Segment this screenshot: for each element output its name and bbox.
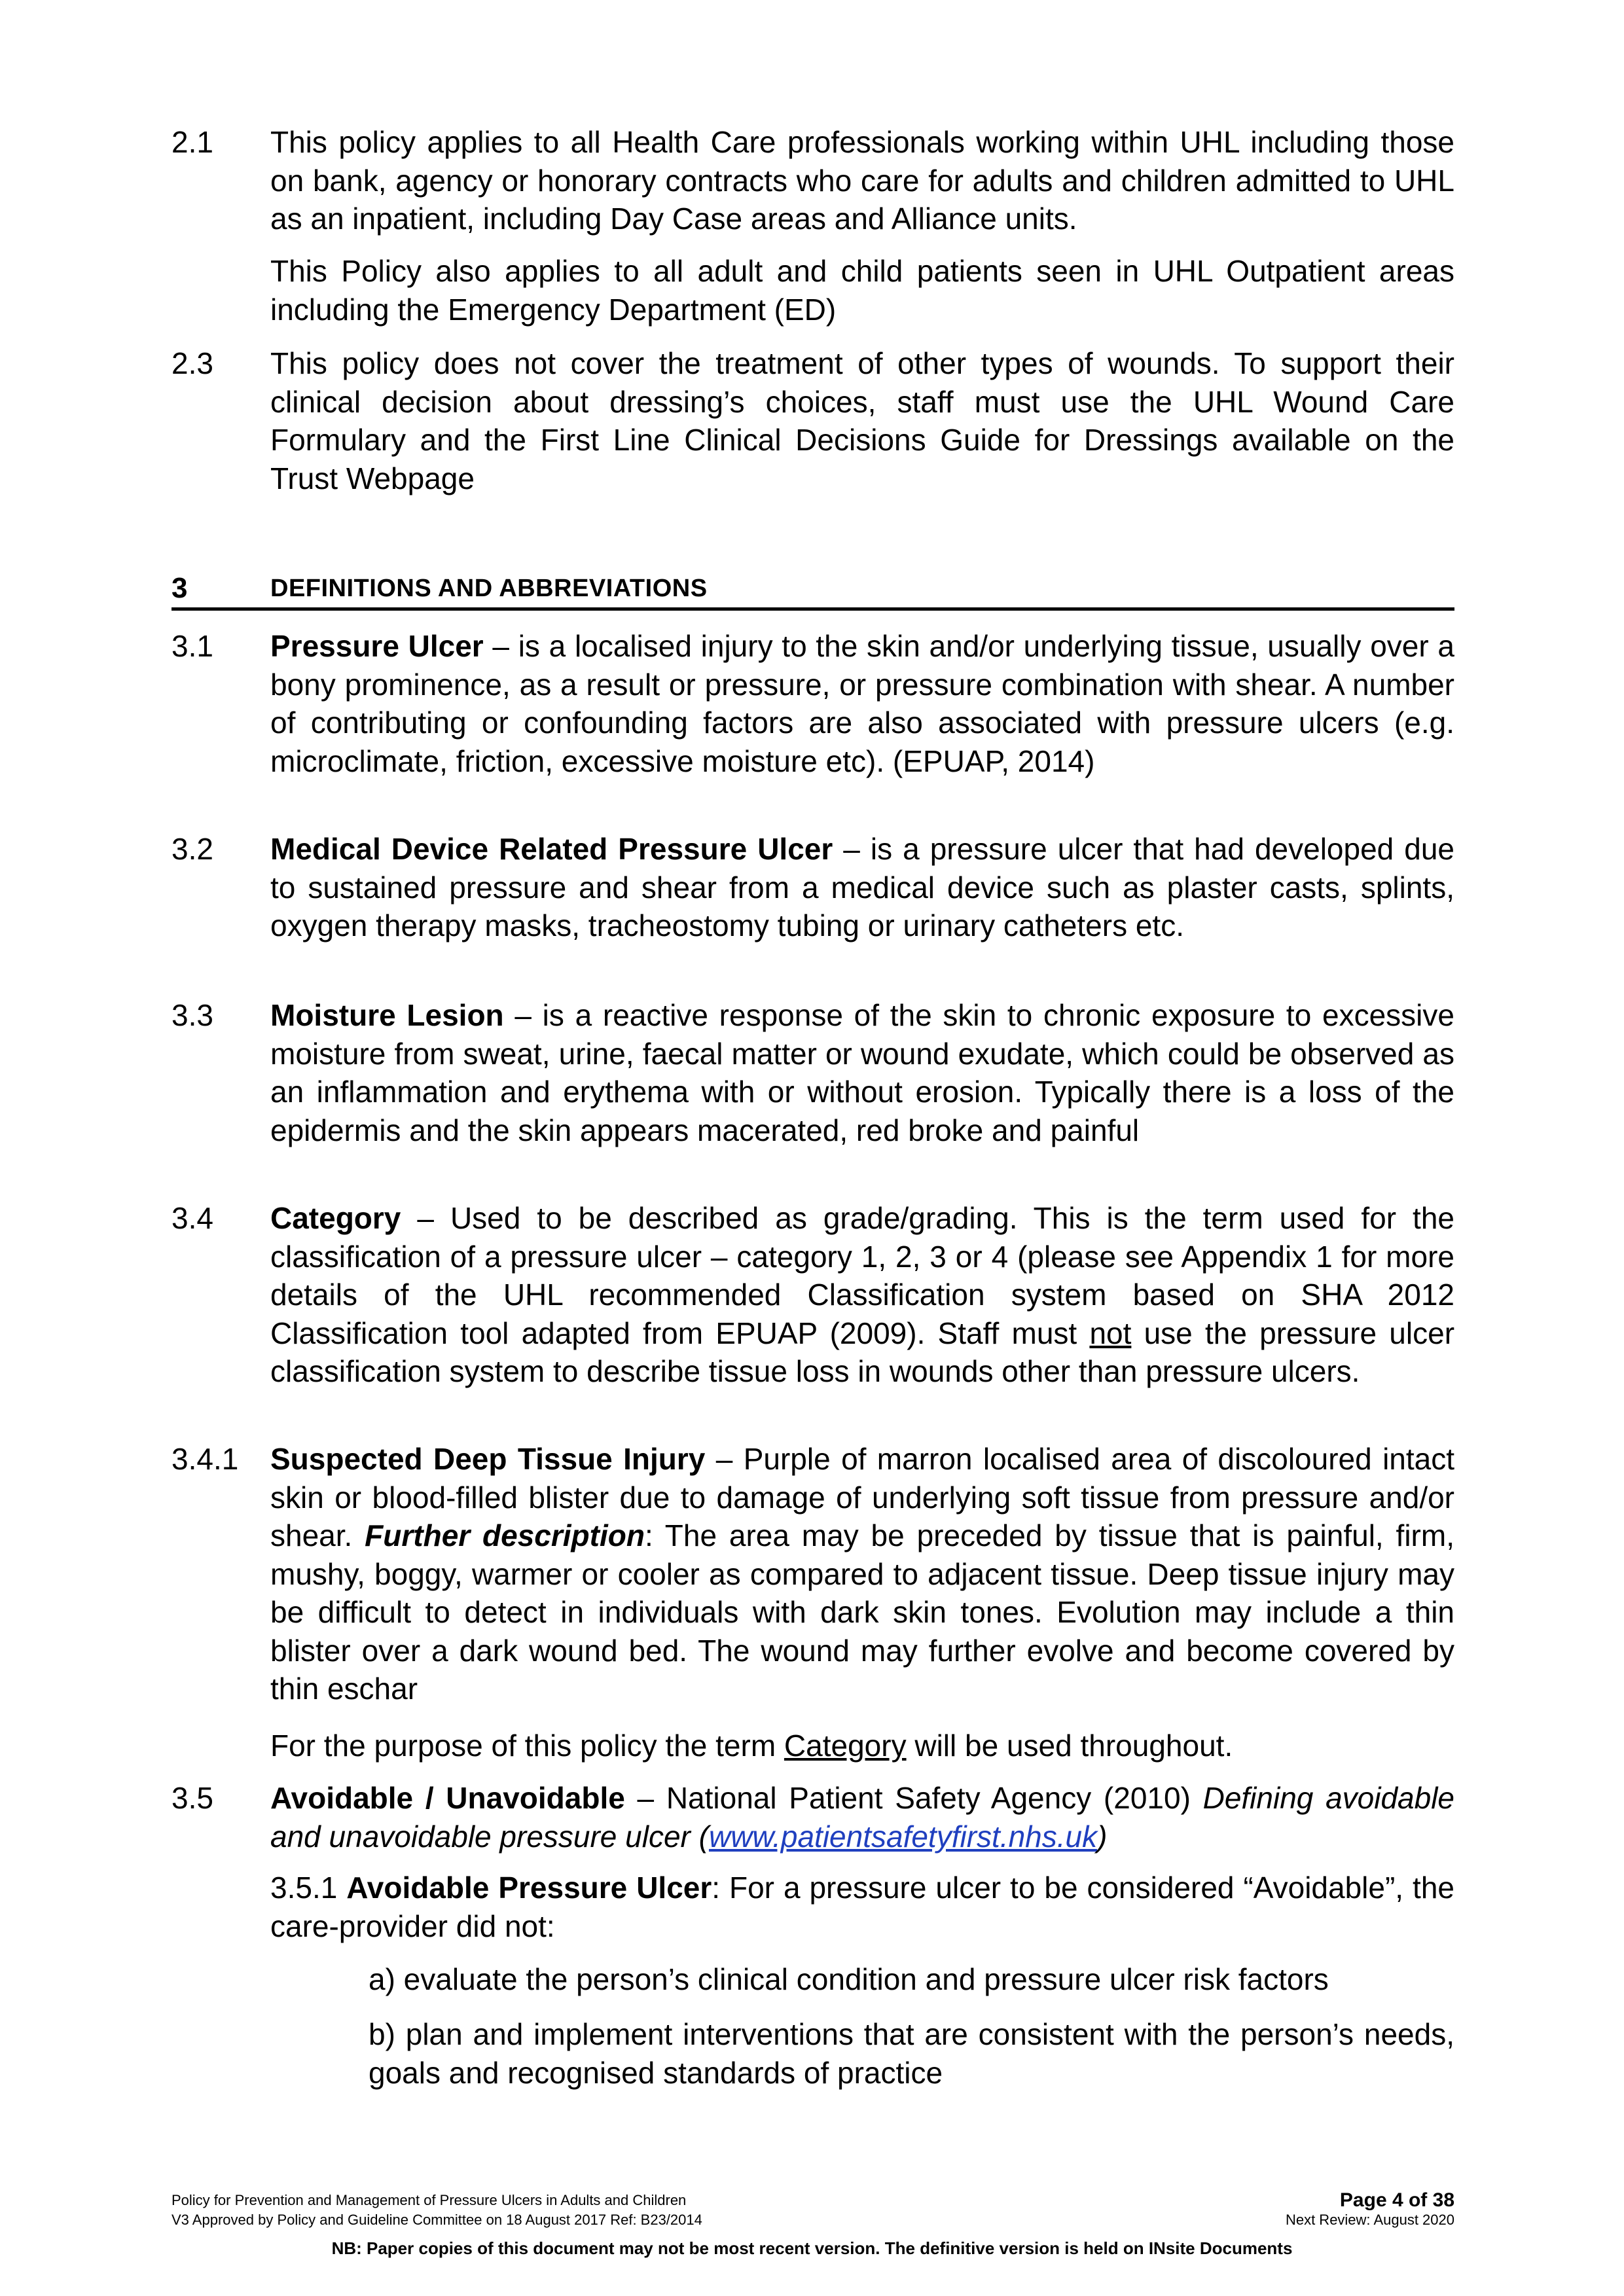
footer-note: NB: Paper copies of this document may not be most recent version. The definitive version is held on INsite Documents [331, 2238, 1293, 2258]
para-text: This policy does not cover the treatment of other types of wounds. To support their clinical decision about dressing’s choices, staff must use the UHL Wound Care Formulary and the First Line Clinical Decisions Guide for Dressings available on the Trust Webpage [270, 346, 1454, 495]
reference-link[interactable]: www.patientsafetyfirst.nhs.uk [708, 1819, 1098, 1854]
list-item-a: a) evaluate the person’s clinical condition and pressure ulcer risk factors [369, 1962, 1329, 1996]
section-title: DEFINITIONS AND ABBREVIATIONS [270, 575, 708, 602]
page-number: Page 4 of 38 [1339, 2189, 1454, 2211]
next-review: Next Review: August 2020 [1285, 2212, 1454, 2228]
para-number: 3.4 [171, 1201, 213, 1235]
para-number: 3.5.1 [270, 1871, 347, 1905]
para-number: 3.5 [171, 1781, 213, 1815]
definition: – is a pressure ulcer that had developed due to sustained pressure and shear from a medical device such as plaster casts, splints, oxygen therapy masks, tracheostomy tubing or urinary catheters etc. [270, 832, 1455, 942]
reference-title: Defining avoidable and unavoidable pressure ulcer ( [270, 1781, 1455, 1854]
footer-policy-title: Policy for Prevention and Management of Pressure Ulcers in Adults and Children [171, 2192, 687, 2208]
para-text [270, 1779, 1454, 1856]
footer-right [1286, 2191, 1454, 2230]
further-description: Further description [365, 1518, 645, 1552]
term: Medical Device Related Pressure Ulcer [270, 832, 833, 866]
footer [171, 2191, 1454, 2230]
para-text [270, 996, 1454, 1149]
para-number: 3.2 [171, 832, 213, 866]
section-heading [171, 567, 1454, 611]
term: Pressure Ulcer [270, 629, 484, 663]
definition: – is a localised injury to the skin and/or underlying tissue, usually over a bony prominence, as a result or pressure, or pressure combination with shear. A number of contributing or confounding factors are also associated with pressure ulcers (e.g. microclimate, friction, excessive moisture etc). (EPUAP, 2014) [270, 629, 1454, 778]
para-number: 3.3 [171, 998, 213, 1032]
para-number: 2.3 [171, 346, 213, 380]
text: For the purpose of this policy the term [270, 1729, 784, 1763]
footer-approval: V3 Approved by Policy and Guideline Committee on 18 August 2017 Ref: B23/2014 [171, 2212, 702, 2228]
definition: – is a reactive response of the skin to chronic exposure to excessive moisture from sweat, urine, faecal matter or wound exudate, which could be observed as an inflammation and erythema with or without erosion. Typically there is a loss of the epidermis and the skin appears macerated, red broke and painful [270, 998, 1454, 1147]
definition-cont: use the pressure ulcer classification system to describe tissue loss in wounds other than pressure ulcers. [270, 1316, 1455, 1388]
definition: – Purple of marron localised area of discoloured intact skin or blood-filled blister due to damage of underlying soft tissue from pressure and/or shear. [270, 1442, 1455, 1552]
para-text: This policy applies to all Health Care professionals working within UHL including those on bank, agency or honorary contracts who care for adults and children admitted to UHL as an inpatient, including Day Case areas and Alliance units. [270, 125, 1454, 236]
definition: : For a pressure ulcer to be considered “Avoidable”, the care-provider did not: [270, 1871, 1454, 1943]
para-number: 3.4.1 [171, 1442, 239, 1476]
reference-close: ) [1097, 1819, 1108, 1854]
para-number: 2.1 [171, 125, 213, 159]
term: Avoidable / Unavoidable [270, 1781, 625, 1815]
para-text [270, 830, 1454, 945]
para-text [270, 1199, 1454, 1391]
emphasis-not: not [1089, 1316, 1132, 1350]
para-text [270, 1869, 1454, 1945]
term: Category [270, 1201, 401, 1235]
text: will be used throughout. [906, 1729, 1233, 1763]
list-item-b: b) plan and implement interventions that are consistent with the person’s needs, goals and recognised standards of practice [369, 2017, 1454, 2090]
section-number: 3 [171, 572, 188, 604]
term: Avoidable Pressure Ulcer [346, 1871, 712, 1905]
definition-cont: : The area may be preceded by tissue that is painful, firm, mushy, boggy, warmer or cooler as compared to adjacent tissue. Deep tissue injury may be difficult to detect in individuals with dark skin tones. Evolution may include a thin blister over a dark wound bed. The wound may further evolve and become covered by thin eschar [270, 1518, 1454, 1706]
category-term: Category [784, 1729, 907, 1763]
definition: – Used to be described as grade/grading. This is the term used for the classification of a pressure ulcer – category 1, 2, 3 or 4 (please see Appendix 1 for more details of the UHL recommended Classification system based on SHA 2012 Classification tool adapted from EPUAP (2009). Staff must [270, 1201, 1454, 1350]
para-text [270, 1440, 1454, 1708]
definition: – National Patient Safety Agency (2010) [624, 1781, 1203, 1815]
para-number: 3.1 [171, 629, 213, 663]
para-text [270, 1727, 1454, 1765]
para-text: This Policy also applies to all adult and child patients seen in UHL Outpatient areas including the Emergency Department (ED) [270, 254, 1454, 327]
term: Suspected Deep Tissue Injury [270, 1442, 706, 1476]
para-text [270, 627, 1454, 780]
term: Moisture Lesion [270, 998, 504, 1032]
